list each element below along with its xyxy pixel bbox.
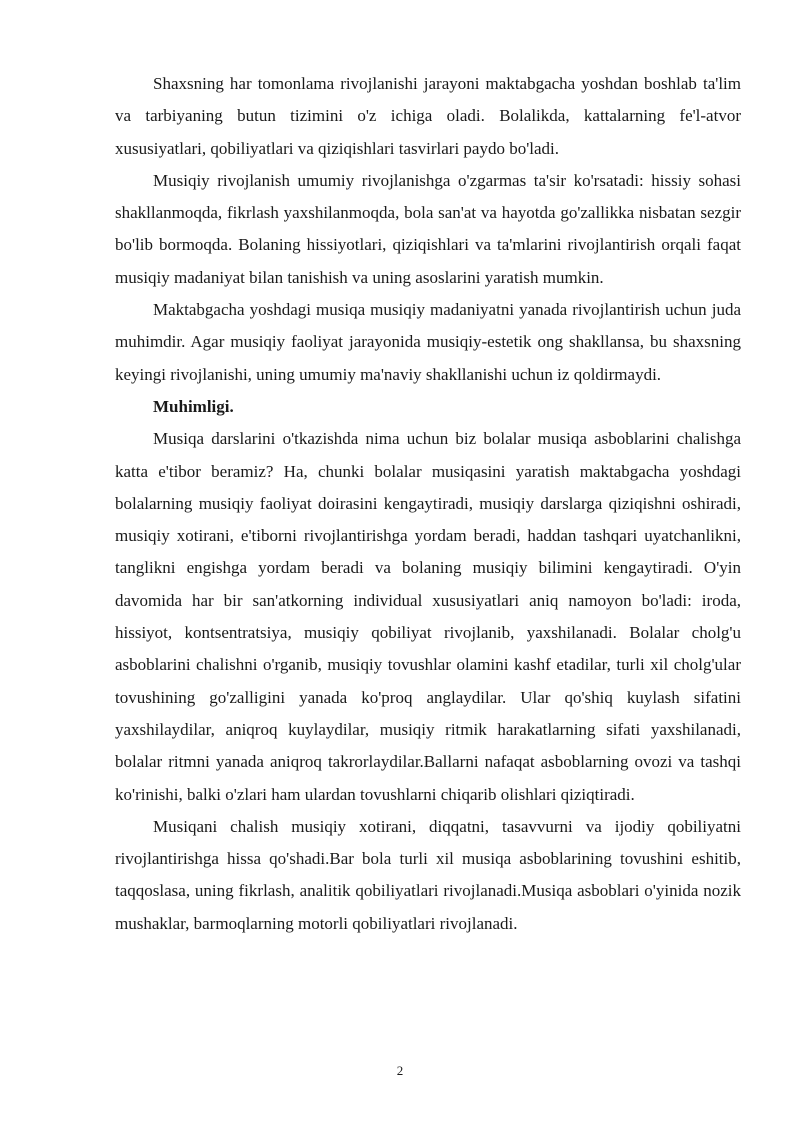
paragraph: Musiqani chalish musiqiy xotirani, diqqatni, tasavvurni va ijodiy qobiliyatni rivojlantirishga hissa qo'shadi.Bar bola turli xil musiqa asboblarining tovushini eshitib, taqqoslasa, uning fikrlash, analitik qobiliyatlari rivojlanadi.Musiqa asboblari o'yinida nozik mushaklar, barmoqlarning motorli qobiliyatlari rivojlanadi.	[115, 816, 741, 933]
paragraph: Maktabgacha yoshdagi musiqa musiqiy madaniyatni yanada rivojlantirish uchun juda muhimdir. Agar musiqiy faoliyat jarayonida musiqiy-estetik ong shakllansa, bu shaxsning keyingi rivojlanishi, uning umumiy ma'naviy shakllanishi uchun iz qoldirmaydi.	[115, 300, 741, 384]
document-page	[115, 68, 741, 940]
paragraph: Musiqiy rivojlanish umumiy rivojlanishga o'zgarmas ta'sir ko'rsatadi: hissiy sohasi shakllanmoqda, fikrlash yaxshilanmoqda, bola san'at va hayotda go'zallikka nisbatan sezgir bo'lib bormoqda. Bolaning hissiyotlari, qiziqishlari va ta'mlarini rivojlantirish orqali faqat musiqiy madaniyat bilan tanishish va uning asoslarini yaratish mumkin.	[115, 170, 741, 287]
paragraph: Shaxsning har tomonlama rivojlanishi jarayoni maktabgacha yoshdan boshlab ta'lim va tarbiyaning butun tizimini o'z ichiga oladi. Bolalikda, kattalarning fe'l-atvor xususiyatlari, qobiliyatlari va qiziqishlari tasvirlari paydo bo'ladi.	[115, 74, 741, 158]
paragraph: Musiqa darslarini o'tkazishda nima uchun biz bolalar musiqa asboblarini chalishga katta e'tibor beramiz? Ha, chunki bolalar musiqasini yaratish maktabgacha yoshdagi bolalarning musiqiy faoliyat doirasini kengaytiradi, musiqiy darslarga qiziqishni oshiradi, musiqiy xotirani, e'tiborni rivojlantirishga yordam beradi, haddan tashqari uyatchanlikni, tanglikni engishga yordam beradi va bolaning musiqiy bilimini kengaytiradi. O'yin davomida har bir san'atkorning individual xususiyatlari aniq namoyon bo'ladi: iroda, hissiyot, kontsentratsiya, musiqiy qobiliyat rivojlanib, yaxshilanadi. Bolalar cholg'u asboblarini chalishni o'rganib, musiqiy tovushlar olamini kashf etadilar, turli xil cholg'ular tovushining go'zalligini yanada ko'proq anglaydilar. Ular qo'shiq kuylash sifatini yaxshilaydilar, aniqroq kuylaydilar, musiqiy ritmik harakatlarning sifati yaxshilanadi, bolalar ritmni yanada aniqroq takrorlaydilar.Ballarni nafaqat asboblarning ovozi va tashqi ko'rinishi, balki o'zlari ham ulardan tovushlarni chiqarib olishlari qiziqtiradi.	[115, 429, 741, 804]
page-number: 2	[396, 1063, 404, 1078]
section-heading: Muhimligi.	[153, 396, 234, 416]
